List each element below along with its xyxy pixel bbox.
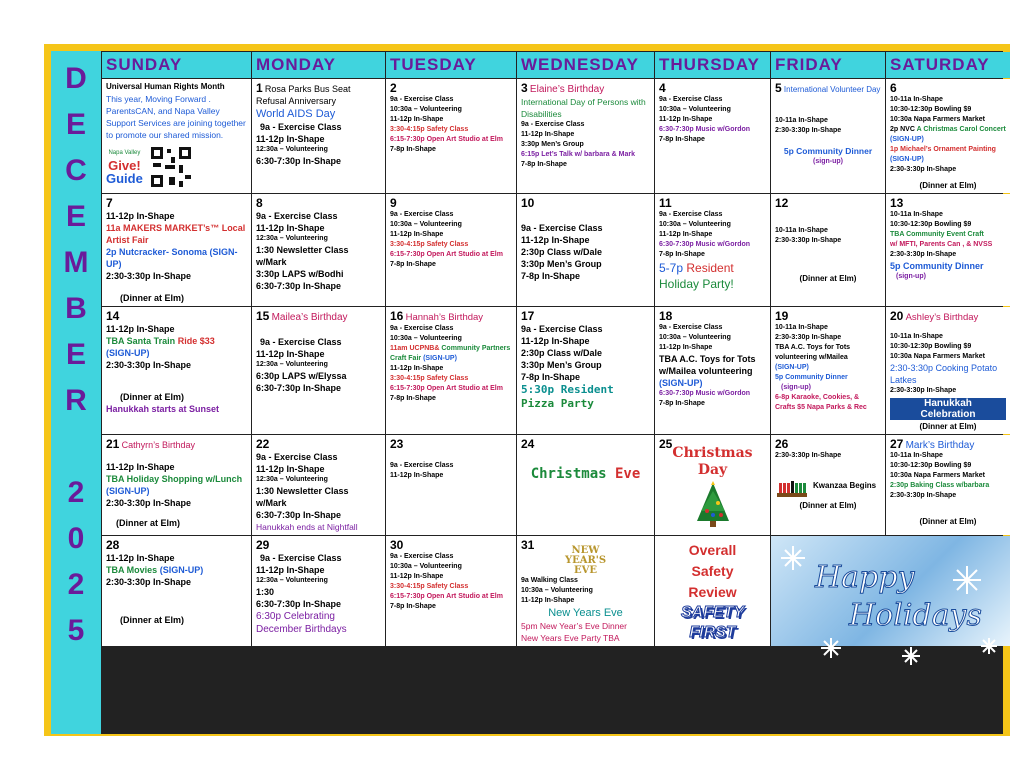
event: New Years Eve Party TBA	[521, 632, 620, 643]
event: 7-8p In-Shape	[521, 372, 581, 382]
day-number: 27	[890, 436, 904, 451]
event: 2:30-3:30p In-Shape	[775, 126, 842, 134]
event: 2:30p Baking Class w/barbara	[890, 482, 990, 489]
event: 6:30-7:30p In-Shape	[256, 382, 342, 393]
title-letter: E	[65, 108, 86, 141]
event: 10:30a Napa Farmers Market	[890, 116, 985, 123]
title-letter: B	[65, 292, 87, 325]
event: 9a - Exercise Class	[390, 211, 454, 218]
day-cell-12	[771, 194, 885, 306]
event: 11-12p In-Shape	[390, 471, 444, 479]
event: 11-12p In-Shape	[106, 211, 175, 221]
event: (SIGN-UP)	[890, 136, 924, 143]
title-letter: E	[65, 338, 86, 371]
event: 2:30-3:30p In-Shape	[890, 166, 957, 173]
event: 6:15-7:30p Open Art Studio at Elm	[390, 251, 503, 258]
safety-review-line: Review	[688, 583, 737, 600]
event: 2:30-3:30p In-Shape	[890, 492, 957, 499]
event: 5-7p	[659, 261, 684, 275]
event: 3:30p LAPS w/Bodhi	[256, 269, 344, 279]
header-monday: MONDAY	[252, 52, 385, 78]
day-number: 5	[775, 81, 782, 95]
title-digit: 2	[67, 568, 85, 601]
day-number: 25	[659, 436, 673, 451]
header-thursday: THURSDAY	[655, 52, 770, 78]
event: 6:30-7:30p Music w/Gordon	[659, 241, 751, 248]
event: 2:30p Class w/Dale	[521, 348, 603, 358]
event: 10-11a In-Shape	[890, 211, 943, 218]
event: 2:30-3:30p In-Shape	[106, 498, 192, 508]
birthday: Hannah’s Birthday	[405, 312, 484, 323]
day-cell-25	[655, 435, 770, 535]
header-tuesday: TUESDAY	[386, 52, 516, 78]
event: TBA Santa Train	[106, 336, 176, 346]
event: (Dinner at Elm)	[799, 274, 857, 283]
day-number: 19	[775, 309, 789, 323]
event: 3:30p Men’s Group	[521, 140, 584, 148]
event: 5p Community Dinner	[783, 145, 873, 156]
birthday: Cathyrn’s Birthday	[121, 439, 195, 450]
event: 11-12p In-Shape	[256, 134, 325, 144]
event: (SIGN-UP)	[775, 364, 809, 371]
event: 11-12p In-Shape	[659, 116, 713, 123]
event: 9a - Exercise Class	[659, 96, 723, 103]
day-number: 23	[390, 436, 404, 451]
day-cell-23	[386, 435, 516, 535]
event: Rosa Parks Bus Seat Refusal Anniversary	[256, 84, 351, 106]
event: 9a - Exercise Class	[521, 324, 603, 334]
event: 10-11a In-Shape	[890, 452, 943, 459]
event: (Dinner at Elm)	[120, 614, 185, 625]
day-cell-31	[517, 536, 654, 646]
header-wednesday: WEDNESDAY	[517, 52, 654, 78]
event: Community Partners Craft Fair	[390, 344, 511, 362]
event: 7-8p In-Shape	[659, 136, 705, 143]
event: 11-12p In-Shape	[106, 462, 175, 472]
event: (Dinner at Elm)	[120, 293, 185, 303]
event: (Dinner at Elm)	[919, 421, 977, 431]
event: 10-11a In-Shape	[775, 116, 828, 124]
event: World AIDS Day	[256, 108, 336, 120]
event: (SIGN-UP)	[106, 486, 150, 496]
nye-line: EVE	[573, 564, 597, 576]
event: 3:30-4:15p Safety Class	[390, 126, 469, 133]
day-cell-10	[517, 194, 654, 306]
title-letter: R	[65, 384, 87, 417]
event: 10-11a In-Shape	[775, 324, 828, 331]
event: 9a - Exercise Class	[390, 461, 454, 469]
title-digit: 5	[67, 614, 85, 647]
event: International Day of Persons with Disabilities	[521, 96, 646, 119]
day-cell-3	[517, 79, 654, 193]
event: 11a MAKERS MARKET’s™ Local Artist Fair	[106, 223, 246, 245]
event: 9a - Exercise Class	[659, 324, 723, 331]
day-number: 20	[890, 309, 904, 323]
birthday: Mark’s Birthday	[905, 439, 975, 451]
event: 9a - Exercise Class	[390, 96, 454, 103]
event: 11-12p In-Shape	[521, 130, 575, 138]
header-saturday: SATURDAY	[886, 52, 1010, 78]
event: (SIGN-UP)	[159, 564, 204, 575]
event: 2:30-3:30p In-Shape	[775, 334, 842, 341]
day-cell-14	[102, 307, 251, 434]
day-cell-6	[886, 79, 1010, 193]
event: 6:30-7:30p In-Shape	[256, 281, 342, 291]
christmas-label: Christmas	[672, 444, 753, 461]
event: 10-11a In-Shape	[775, 227, 828, 234]
event: 10-11a In-Shape	[890, 96, 943, 103]
new-years-eve-graphic	[521, 546, 650, 576]
day-number: 1	[256, 81, 263, 95]
event: (Dinner at Elm)	[799, 500, 857, 510]
event: 12:30a – Volunteering	[256, 360, 328, 368]
christmas-tree-icon	[693, 481, 733, 527]
kinara-icon	[775, 475, 809, 497]
header-friday: FRIDAY	[771, 52, 885, 78]
event: 10:30a – Volunteering	[521, 586, 593, 594]
event: 11-12p In-Shape	[390, 572, 444, 580]
event: Hanukkah starts at Sunset	[106, 404, 220, 414]
day-number: 10	[521, 196, 535, 210]
event: A Christmas Carol Concert	[916, 126, 1006, 133]
event: 5p Community Dinner	[890, 261, 984, 271]
event: w/ MFTI, Parents Can , & NVSS	[890, 241, 993, 248]
event: 6:30-7:30p Music w/Gordon	[659, 126, 751, 133]
event: 11-12p In-Shape	[521, 596, 575, 604]
event: 5:30p Resident	[521, 383, 614, 396]
banner-line: Hanukkah	[924, 397, 972, 409]
day-number: 21	[106, 436, 120, 451]
day-number: 14	[106, 309, 120, 323]
day-cell-17	[517, 307, 654, 434]
event: 10:30a – Volunteering	[390, 562, 462, 570]
event: 9a - Exercise Class	[521, 223, 603, 233]
logo-give: Give!	[108, 158, 141, 173]
event: 11-12p In-Shape	[256, 348, 325, 359]
event: 9a - Exercise Class	[256, 451, 338, 462]
day-cell-29	[252, 536, 385, 646]
qr-code-icon	[149, 145, 193, 189]
event: 12:30a – Volunteering	[256, 576, 328, 584]
event: (sign-up)	[896, 273, 926, 280]
event: 3:30-4:15p Safety Class	[390, 374, 469, 382]
event: 2:30-3:30p In-Shape	[106, 360, 192, 370]
event: 6:15p Let’s Talk w/ barbara & Mark	[521, 150, 635, 158]
event: 11-12p In-Shape	[521, 336, 590, 346]
day-number: 12	[775, 196, 789, 210]
event: 12:30a – Volunteering	[256, 235, 328, 242]
event: 9a - Exercise Class	[521, 120, 585, 128]
event: 10:30a – Volunteering	[390, 106, 462, 113]
event: 11-12p In-Shape	[106, 552, 175, 563]
event: 11-12p In-Shape	[390, 116, 444, 123]
day-cell-27	[886, 435, 1010, 535]
event: 9a - Exercise Class	[260, 552, 342, 563]
event: 11-12p In-Shape	[659, 344, 713, 351]
event: 10:30-12:30p Bowling $9	[890, 221, 972, 228]
event: 6:30-7:30p In-Shape	[256, 598, 342, 609]
safety-first-line: SAFETY	[680, 603, 745, 621]
birthday: Elaine’s Birthday	[529, 84, 605, 95]
event: Kwanzaa Begins	[813, 480, 877, 490]
day-number: 2	[390, 81, 397, 95]
nye-line: NEW	[571, 544, 600, 556]
event: 11-12p In-Shape	[521, 235, 590, 245]
event: (SIGN-UP)	[106, 348, 150, 358]
event: 6:30-7:30p Music w/Gordon	[659, 390, 751, 397]
event: (Dinner at Elm)	[919, 181, 977, 190]
event: 12:30a – Volunteering	[256, 146, 328, 153]
event: 1:30 Newsletter Class w/Mark	[256, 245, 349, 267]
event: 6:30p Celebrating December Birthdays	[256, 610, 347, 635]
day-number: 29	[256, 537, 270, 552]
day-number: 26	[775, 436, 789, 451]
event: 10:30a – Volunteering	[659, 106, 731, 113]
event: TBA Movies	[106, 564, 158, 575]
day-cell-15	[252, 307, 385, 434]
event: (Dinner at Elm)	[116, 518, 181, 528]
event: (Dinner at Elm)	[120, 392, 185, 402]
event: 1:30 Newsletter Class w/Mark	[256, 485, 349, 508]
day-number: 8	[256, 196, 263, 210]
day-number: 17	[521, 309, 535, 323]
event: 10:30-12:30p Bowling $9	[890, 106, 972, 113]
event: (SIGN-UP)	[659, 378, 703, 388]
happy-word: Happy	[815, 559, 915, 595]
day-number: 28	[106, 537, 120, 552]
hanukkah-banner	[890, 398, 1006, 420]
event: 9a - Exercise Class	[390, 324, 454, 332]
event: 6:15-7:30p Open Art Studio at Elm	[390, 384, 503, 392]
event: Holiday Party!	[659, 277, 734, 291]
event: 11am UCPNB&	[390, 344, 440, 352]
logo-subtitle: Napa Valley	[108, 150, 141, 156]
banner-line: Celebration	[920, 408, 976, 420]
day-number: 30	[390, 537, 404, 552]
birthday: Ashley’s Birthday	[905, 312, 979, 323]
day-cell-16	[386, 307, 516, 434]
day-cell-19	[771, 307, 885, 434]
day-number: 9	[390, 196, 397, 210]
event: 3:30-4:15p Safety Class	[390, 582, 469, 590]
day-cell-intro	[102, 79, 251, 193]
event: 6:30-7:30p In-Shape	[256, 156, 342, 166]
event: International Volunteer Day	[783, 85, 881, 94]
event: 7-8p In-Shape	[390, 261, 436, 268]
safety-review-line: Overall	[688, 541, 737, 558]
event: 10:30a – Volunteering	[390, 334, 462, 342]
day-cell-21	[102, 435, 251, 535]
day-number: 11	[659, 196, 672, 210]
event: 10:30a Napa Farmers Market	[890, 472, 985, 479]
event: Resident	[686, 261, 734, 275]
day-number: 18	[659, 309, 673, 323]
day-number: 22	[256, 436, 270, 451]
event: 6:30p LAPS w/Elyssa	[256, 370, 347, 381]
nye-line: YEAR'S	[564, 554, 607, 566]
event: TBA Holiday Shopping w/Lunch	[106, 474, 243, 484]
event: 2p Nutcracker- Sonoma (SIGN-UP)	[106, 247, 238, 269]
christmas-label: Day	[697, 461, 728, 478]
happy-holidays-banner	[771, 536, 1010, 646]
event: 6:15-7:30p Open Art Studio at Elm	[390, 592, 503, 600]
christmas-eve-label: Eve	[615, 465, 641, 482]
event: 3:30-4:15p Safety Class	[390, 241, 469, 248]
event: 5pm New Year’s Eve Dinner	[521, 620, 627, 631]
event: 7-8p In-Shape	[521, 160, 567, 168]
event: 9a - Exercise Class	[659, 211, 723, 218]
day-cell-4	[655, 79, 770, 193]
title-letter: C	[65, 154, 87, 187]
day-cell-5	[771, 79, 885, 193]
calendar-grid	[101, 51, 1006, 734]
event: 7-8p In-Shape	[659, 251, 705, 258]
event: 2:30-3:30p In-Shape	[890, 251, 957, 258]
christmas-eve-label: Christmas	[530, 465, 607, 482]
event: 1p Michael’s Ornament Painting	[890, 146, 996, 153]
event: 11-12p In-Shape	[256, 564, 325, 575]
day-cell-30	[386, 536, 516, 646]
event: 10:30a – Volunteering	[659, 334, 731, 341]
event: 9a - Exercise Class	[256, 211, 338, 221]
event: 10:30a Napa Farmers Market	[890, 352, 985, 360]
day-cell-1	[252, 79, 385, 193]
safety-review-line: Safety	[691, 562, 734, 579]
day-cell-11	[655, 194, 770, 306]
event: 6:15-7:30p Open Art Studio at Elm	[390, 136, 503, 143]
day-cell-13	[886, 194, 1010, 306]
event: 2:30-3:30p In-Shape	[106, 271, 192, 281]
event: 2:30-3:30p In-Shape	[775, 451, 842, 459]
day-cell-20	[886, 307, 1010, 434]
birthday: Mailea’s Birthday	[271, 312, 348, 323]
event: 10:30a – Volunteering	[390, 221, 462, 228]
day-cell-7	[102, 194, 251, 306]
day-number: 6	[890, 81, 897, 95]
event: 10-11a In-Shape	[890, 332, 943, 340]
event: 2:30-3:30p In-Shape	[775, 237, 842, 244]
event: 6-8p Karaoke, Cookies, & Crafts $5 Napa Parks & Rec	[775, 394, 867, 411]
event: TBA Community Event Craft	[890, 231, 984, 238]
holidays-word: Holidays	[849, 597, 982, 633]
day-cell-24	[517, 435, 654, 535]
event: TBA A.C. Toys for Tots w/Mailea volunteering	[659, 354, 756, 376]
event: 12:30a – Volunteering	[256, 475, 328, 483]
title-letter: D	[65, 62, 87, 95]
event: TBA A.C. Toys for Tots volunteering w/Mailea	[775, 344, 851, 361]
event: 7-8p In-Shape	[390, 146, 436, 153]
day-number: 3	[521, 81, 528, 95]
day-cell-26	[771, 435, 885, 535]
event: 11-12p In-Shape	[390, 364, 444, 372]
event: Pizza Party	[521, 397, 594, 410]
day-cell-28	[102, 536, 251, 646]
day-number: 15	[256, 309, 270, 323]
event: 2:30-3:30p In-Shape	[106, 576, 192, 587]
event: (sign-up)	[781, 384, 811, 391]
event: 3:30p Men’s Group	[521, 259, 602, 269]
day-number: 13	[890, 196, 904, 210]
event: 7-8p In-Shape	[521, 271, 581, 281]
event: 7-8p In-Shape	[659, 400, 705, 407]
day-cell-8	[252, 194, 385, 306]
month-theme: Universal Human Rights Month	[106, 82, 225, 91]
day-cell-2	[386, 79, 516, 193]
day-number: 31	[521, 537, 535, 552]
day-number: 7	[106, 196, 113, 210]
intro-text: This year, Moving Forward . ParentsCAN, and Napa Valley Support Services are joining together to promote our shared mission.	[106, 93, 246, 140]
event: Hanukkah ends at Nightfall	[256, 521, 358, 532]
event: New Years Eve	[548, 606, 623, 619]
event: 6:30-7:30p In-Shape	[256, 509, 342, 520]
header-sunday: SUNDAY	[102, 52, 251, 78]
event: 7-8p In-Shape	[390, 602, 436, 610]
event: 2:30-3:30p Cooking Potato Latkes	[890, 362, 998, 385]
event: 7-8p In-Shape	[390, 394, 436, 402]
event: 9a - Exercise Class	[260, 122, 342, 132]
title-digit: 2	[67, 476, 85, 509]
day-cell-22	[252, 435, 385, 535]
day-number: 24	[521, 436, 535, 451]
day-number: 16	[390, 309, 404, 323]
safety-review-cell	[655, 536, 770, 646]
event: 10:30-12:30p Bowling $9	[890, 342, 972, 350]
event: (SIGN-UP)	[423, 354, 457, 362]
event: Ride $33	[177, 336, 215, 346]
title-letter: M	[63, 246, 89, 279]
event: 10:30-12:30p Bowling $9	[890, 462, 972, 469]
logo-guide: Guide	[106, 171, 143, 186]
event: 11-12p In-Shape	[106, 324, 175, 334]
event: (Dinner at Elm)	[919, 517, 977, 526]
event: 2p NVC	[890, 126, 915, 133]
day-cell-9	[386, 194, 516, 306]
event: 1:30	[256, 586, 275, 597]
event: 9a Walking Class	[521, 576, 578, 584]
day-cell-18	[655, 307, 770, 434]
event: 11-12p In-Shape	[256, 223, 325, 233]
safety-first-line: FIRST	[689, 623, 736, 641]
event: 2:30p Class w/Dale	[521, 247, 603, 257]
event: 9a - Exercise Class	[260, 336, 342, 347]
event: (sign-up)	[813, 158, 843, 165]
event: 10:30a – Volunteering	[659, 221, 731, 228]
event: 5p Community Dinner	[775, 374, 848, 381]
event: 11-12p In-Shape	[390, 231, 444, 238]
event: 2:30-3:30p In-Shape	[890, 386, 957, 394]
give-guide-logo	[106, 145, 247, 189]
event: (SIGN-UP)	[890, 156, 924, 163]
title-digit: 0	[67, 522, 85, 555]
title-letter: E	[65, 200, 86, 233]
event: 11-12p In-Shape	[256, 463, 325, 474]
event: 11-12p In-Shape	[659, 231, 713, 238]
event: 9a - Exercise Class	[390, 552, 454, 560]
event: 3:30p Men’s Group	[521, 360, 602, 370]
day-number: 4	[659, 81, 666, 95]
